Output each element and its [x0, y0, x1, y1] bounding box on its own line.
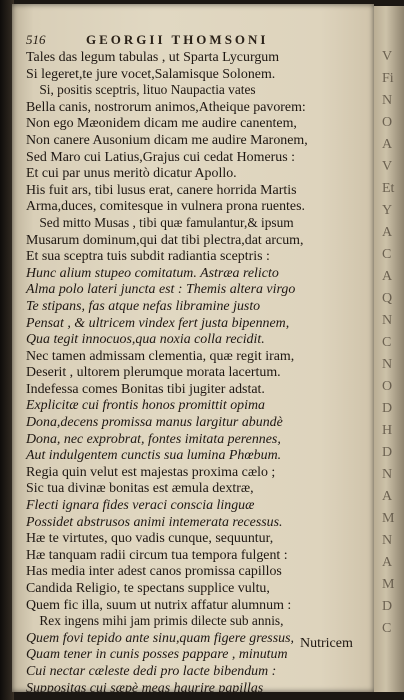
verse-line: Non ego Mæonidem dicam me audire canentem,	[26, 116, 297, 132]
facing-letter: D	[382, 445, 393, 460]
verse-line: Si legeret,te jure vocet,Salamisque Solonem.	[26, 66, 276, 82]
facing-letter: Et	[382, 181, 395, 196]
facing-letter: A	[382, 269, 393, 284]
facing-letter: D	[382, 401, 393, 416]
verse-line: Rex ingens mihi jam primis dilecte sub annis,	[39, 614, 284, 630]
facing-letter: N	[382, 93, 393, 108]
verse-line: Dona,decens promissa manus largitur abundè	[26, 415, 283, 431]
verse-line: Qua tegit innocuos,qua noxia colla recidit.	[26, 332, 265, 348]
verse-line: Et cui par unus meritò dicatur Apollo.	[26, 166, 237, 182]
verse-line: Et sua sceptra tuis subdit radiantia sceptris :	[26, 249, 270, 265]
verse-line: Cui nectar cæleste dedi pro lacte bibendum :	[26, 663, 277, 679]
facing-page-edge	[374, 6, 404, 692]
verse-line: Sed Maro cui Latius,Grajus cui cedat Homerus :	[26, 149, 295, 165]
verse-line: Musarum dominum,qui dat tibi plectra,dat arcum,	[26, 232, 304, 248]
verse-line: Pensat , & ultricem vindex fert justa bipennem,	[26, 315, 290, 331]
verse-line: Te stipans, fas atque nefas libramine justo	[26, 298, 261, 314]
facing-letter: H	[382, 423, 393, 438]
catchword: Nutricem	[300, 636, 353, 651]
verse-line: Non canere Ausonium dicam me audire Maronem,	[26, 132, 308, 148]
verse-line: Regia quin velut est majestas proxima cælo ;	[26, 464, 276, 480]
verse-line: Possidet abstrusos animi intemerata recessus.	[26, 514, 283, 530]
facing-letter: D	[382, 599, 393, 614]
facing-letter: O	[382, 379, 393, 394]
verse-line: Si, positis sceptris, lituo Naupactia vates	[39, 83, 256, 99]
facing-letter: A	[382, 137, 393, 152]
facing-letter: N	[382, 533, 393, 548]
verse-line: Bella canis, nostrorum animos,Atheique pavorem:	[26, 99, 306, 115]
facing-letter: C	[382, 335, 392, 350]
verse-line: Hæ te virtutes, quo vadis cunque, sequuntur,	[26, 531, 274, 547]
facing-letter: A	[382, 225, 393, 240]
verse-line: Explicitæ cui frontis honos promittit opima	[26, 398, 266, 414]
facing-letter: Fi	[382, 71, 394, 86]
facing-letter: V	[382, 49, 393, 64]
verse-line: Quam tener in cunis posses pappare , minutum	[26, 647, 288, 663]
verse-line: Sed mitto Musas , tibi quæ famulantur,& ipsum	[39, 215, 294, 231]
verse-line: Hæ tanquam radii circum tua tempora fulgent :	[26, 547, 288, 563]
running-head: GEORGII THOMSONI	[86, 32, 269, 47]
facing-letter: C	[382, 247, 392, 262]
verse-line: His fuit ars, tibi lusus erat, canere horrida Martis	[26, 182, 297, 198]
facing-letter: A	[382, 489, 393, 504]
verse-line: Dona, nec exprobrat, fontes imitata perennes,	[26, 431, 281, 447]
page-header	[26, 32, 366, 50]
verse-line: Arma,duces, comitesque in vulnera prona ruentes.	[26, 199, 306, 215]
facing-letter: M	[382, 511, 395, 526]
poem-text	[26, 50, 372, 697]
facing-letter: N	[382, 357, 393, 372]
verse-line: Deserit , ultorem plerumque morata lacertum.	[26, 365, 281, 381]
facing-letter: O	[382, 115, 393, 130]
verse-line: Tales das legum tabulas , ut Sparta Lycurgum	[26, 50, 280, 65]
facing-letter: A	[382, 555, 393, 570]
facing-letter: N	[382, 313, 393, 328]
page-number: 516	[26, 32, 46, 47]
verse-line: Nec tamen admissam clementia, quæ regit iram,	[26, 348, 295, 364]
verse-line: Has media inter adest canos promissa capillos	[26, 564, 282, 580]
verse-line: Quem fic illa, suum ut nutrix affatur alumnum :	[26, 597, 292, 613]
verse-line: Quem fovi tepido ante sinu,quam figere gressus,	[26, 630, 294, 646]
verse-line: Suppositas cui sæpè meas haurire papillas	[26, 680, 264, 696]
verse-line: Aut indulgentem cunctis sua lumina Phœbum.	[26, 448, 282, 464]
facing-letter: C	[382, 621, 392, 636]
verse-line: Flecti ignara fides veraci conscia linguæ	[26, 498, 255, 514]
verse-line: Hunc alium stupeo comitatum. Astræa relicto	[26, 265, 279, 281]
verse-line: Candida Religio, te spectans supplice vultu,	[26, 581, 270, 596]
facing-letter: M	[382, 577, 395, 592]
facing-letter: Y	[382, 203, 393, 218]
facing-letter: N	[382, 467, 393, 482]
facing-letter: V	[382, 159, 393, 174]
verse-line: Sic tua divinæ bonitas est æmula dextræ,	[26, 481, 254, 497]
verse-line: Alma polo lateri juncta est : Themis altera virgo	[26, 282, 296, 298]
verse-line: Indefessa comes Bonitas tibi jugiter adstat.	[26, 381, 265, 397]
facing-letter: Q	[382, 291, 393, 306]
